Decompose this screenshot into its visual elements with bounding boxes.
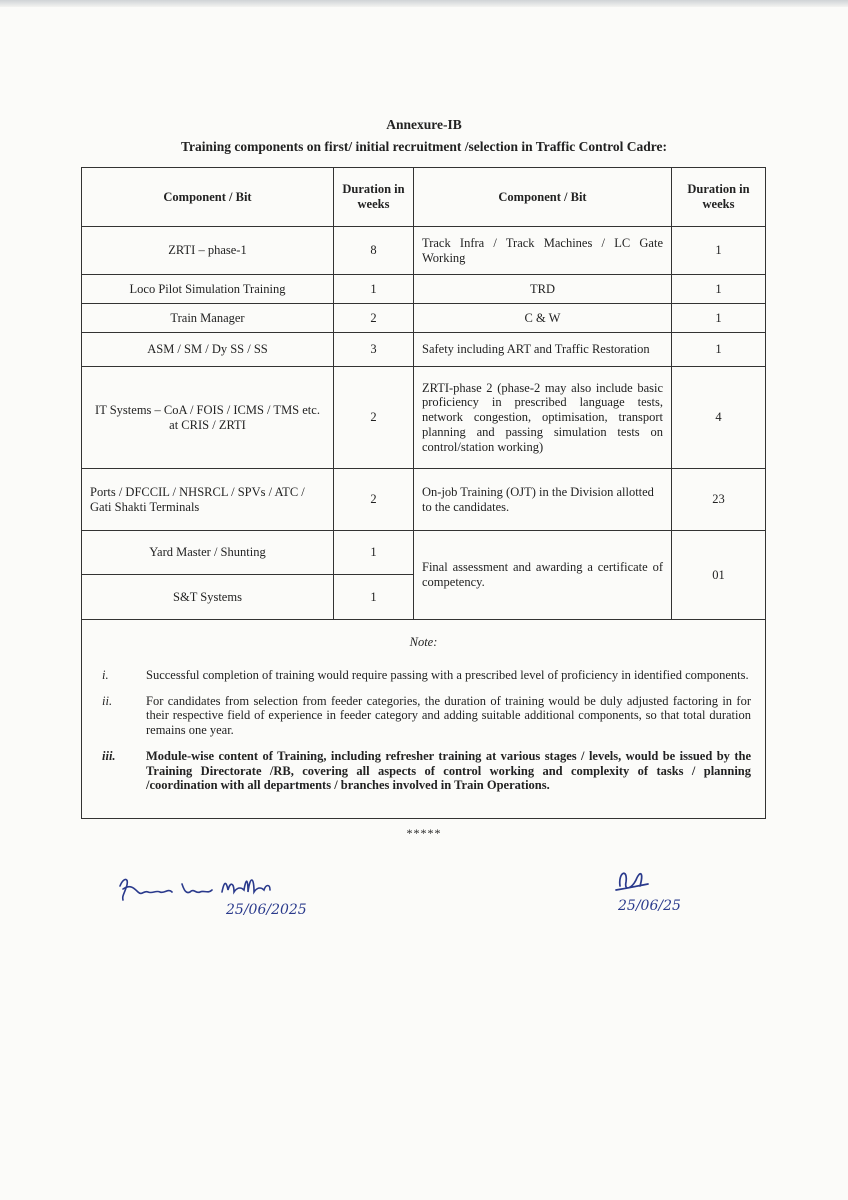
note-title: Note: — [409, 635, 438, 649]
left-signature-date: 25/06/2025 — [226, 902, 307, 918]
note-item — [96, 749, 751, 793]
table-row — [82, 275, 766, 304]
end-stars: ***** — [406, 826, 442, 840]
left-component-cell: S&T Systems — [82, 575, 334, 620]
table-row — [82, 531, 766, 575]
right-duration-cell: 1 — [672, 275, 766, 304]
left-signature — [114, 872, 314, 922]
right-component-cell: Track Infra / Track Machines / LC Gate Working — [414, 227, 672, 275]
left-duration-cell: 2 — [334, 367, 414, 469]
left-component-cell: ASM / SM / Dy SS / SS — [82, 333, 334, 367]
table-row — [82, 304, 766, 333]
left-duration-cell: 8 — [334, 227, 414, 275]
right-component-cell: TRD — [414, 275, 672, 304]
header-component-right: Component / Bit — [414, 168, 672, 227]
right-duration-cell: 4 — [672, 367, 766, 469]
left-component-cell: ZRTI – phase-1 — [82, 227, 334, 275]
left-duration-cell: 2 — [334, 304, 414, 333]
note-item — [96, 694, 751, 738]
left-duration-cell: 3 — [334, 333, 414, 367]
left-duration-cell: 2 — [334, 469, 414, 531]
right-duration-cell: 1 — [672, 333, 766, 367]
note-text: Module-wise content of Training, including refresher training at various stages / levels, would be issued by the Training Directorate /RB, covering all aspects of control working and complexity of tasks / planning /coordination with all departments / branches involved in Train Operations. — [146, 748, 751, 793]
scan-top-edge — [0, 0, 848, 7]
table-row — [82, 227, 766, 275]
right-signature — [610, 858, 700, 918]
left-duration-cell: 1 — [334, 531, 414, 575]
final-assessment-duration-cell: 01 — [672, 531, 766, 620]
note-item — [96, 668, 751, 683]
table-row — [82, 367, 766, 469]
training-components-table — [81, 167, 766, 819]
left-component-cell: Yard Master / Shunting — [82, 531, 334, 575]
note-cell — [82, 620, 766, 819]
annexure-label: Annexure-IB — [386, 117, 462, 132]
note-text: Successful completion of training would require passing with a prescribed level of proficiency in identified components. — [146, 667, 749, 682]
right-duration-cell: 1 — [672, 227, 766, 275]
left-component-cell: Loco Pilot Simulation Training — [82, 275, 334, 304]
left-component-cell: IT Systems – CoA / FOIS / ICMS / TMS etc. at CRIS / ZRTI — [82, 367, 334, 469]
note-text: For candidates from selection from feeder categories, the duration of training would be duly adjusted factoring in for their respective field of experience in feeder category and adding suitable additional components, so that total duration remains one year. — [146, 693, 751, 737]
right-signature-date: 25/06/25 — [618, 898, 681, 914]
left-duration-cell: 1 — [334, 575, 414, 620]
table-row — [82, 333, 766, 367]
right-component-cell: Safety including ART and Traffic Restoration — [414, 333, 672, 367]
table-header-row — [82, 168, 766, 227]
table-row — [82, 469, 766, 531]
note-number: iii. — [102, 748, 116, 763]
document-title: Training components on first/ initial recruitment /selection in Traffic Control Cadre: — [181, 139, 667, 154]
final-assessment-cell: Final assessment and awarding a certificate of competency. — [414, 531, 672, 620]
note-number: ii. — [102, 693, 113, 708]
header-component-left: Component / Bit — [82, 168, 334, 227]
left-duration-cell: 1 — [334, 275, 414, 304]
left-component-cell: Train Manager — [82, 304, 334, 333]
note-number: i. — [102, 667, 109, 682]
right-component-cell: C & W — [414, 304, 672, 333]
header-duration-left: Duration in weeks — [334, 168, 414, 227]
right-component-cell: On-job Training (OJT) in the Division allotted to the candidates. — [414, 469, 672, 531]
header-duration-right: Duration in weeks — [672, 168, 766, 227]
note-row — [82, 620, 766, 819]
right-duration-cell: 1 — [672, 304, 766, 333]
right-component-cell: ZRTI-phase 2 (phase-2 may also include basic proficiency in prescribed language tests, network congestion, optimisation, transport planning and passing simulation tests on control/station working) — [414, 367, 672, 469]
right-duration-cell: 23 — [672, 469, 766, 531]
left-component-cell: Ports / DFCCIL / NHSRCL / SPVs / ATC / Gati Shakti Terminals — [82, 469, 334, 531]
